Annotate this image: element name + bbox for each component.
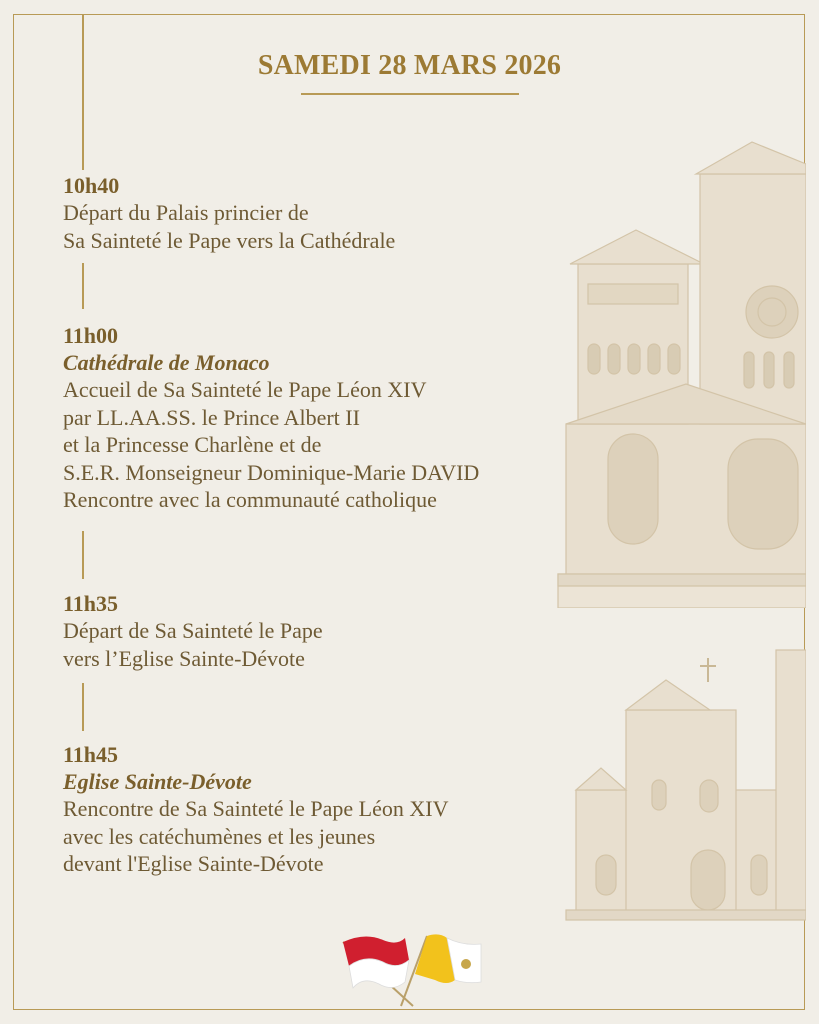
monaco-flag [343, 936, 413, 1006]
event-place: Eglise Sainte-Dévote [63, 769, 252, 794]
event-10h40 [63, 172, 395, 254]
event-line: Départ de Sa Sainteté le Pape [63, 618, 323, 643]
timeline-line-4 [82, 683, 84, 731]
event-line: S.E.R. Monseigneur Dominique-Marie DAVID [63, 459, 480, 485]
page-title: SAMEDI 28 MARS 2026 [257, 50, 562, 81]
event-time: 11h00 [63, 323, 119, 348]
vatican-flag [401, 934, 481, 1006]
event-line: Rencontre avec la communauté catholique [63, 487, 437, 512]
event-time: 10h40 [63, 173, 120, 198]
timeline-line-2 [82, 263, 84, 309]
event-11h45 [63, 741, 448, 878]
event-line: et la Princesse Charlène et de [63, 432, 322, 457]
timeline-line-top [82, 14, 84, 170]
event-11h35 [63, 590, 323, 672]
event-line: par LL.AA.SS. le Prince Albert II [63, 404, 360, 430]
event-line: Accueil de Sa Sainteté le Pape Léon XIV [63, 377, 427, 402]
title-underline [301, 93, 519, 95]
event-line: Sa Sainteté le Pape vers la Cathédrale [63, 227, 396, 253]
event-line: vers l’Eglise Sainte-Dévote [63, 645, 305, 671]
cathedral-illustration [548, 134, 806, 608]
timeline-line-3 [82, 531, 84, 579]
crossed-flags [335, 930, 485, 1010]
event-time: 11h35 [63, 591, 119, 616]
church-illustration [556, 640, 806, 922]
event-11h00 [63, 322, 479, 514]
event-line: devant l'Eglise Sainte-Dévote [63, 851, 324, 876]
event-place: Cathédrale de Monaco [63, 350, 270, 375]
event-line: Rencontre de Sa Sainteté le Pape Léon XIV [63, 796, 449, 821]
event-time: 11h45 [63, 742, 119, 767]
event-line: Départ du Palais princier de [63, 200, 309, 225]
event-line: avec les catéchumènes et les jeunes [63, 823, 376, 849]
